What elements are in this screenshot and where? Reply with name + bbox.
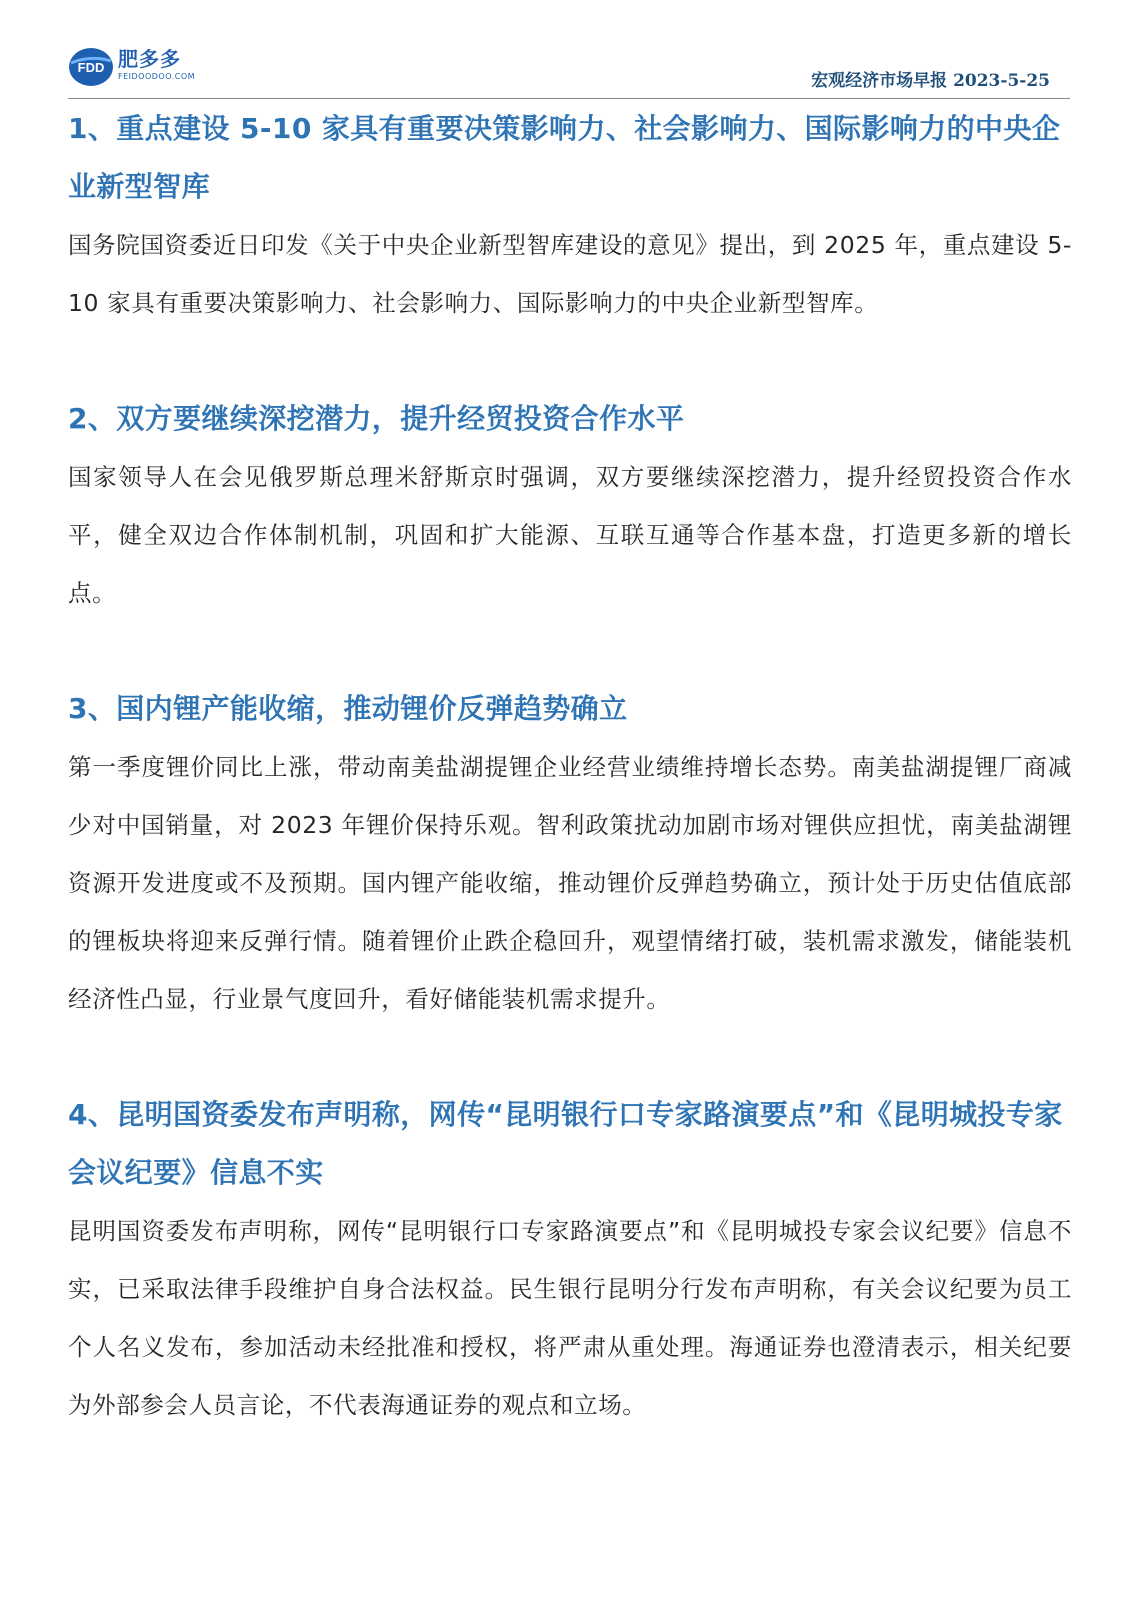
news-section-3 xyxy=(68,680,1072,1028)
report-content xyxy=(68,100,1072,1434)
news-body-2: 国家领导人在会见俄罗斯总理米舒斯京时强调，双方要继续深挖潜力，提升经贸投资合作水平，健全双边合作体制机制，巩固和扩大能源、互联互通等合作基本盘，打造更多新的增长点。 xyxy=(68,463,1072,607)
news-heading-2: 2、双方要继续深挖潜力，提升经贸投资合作水平 xyxy=(68,402,685,435)
logo-name: 肥多多 xyxy=(118,47,181,71)
logo-badge-text: FDD xyxy=(77,60,105,75)
news-body-3: 第一季度锂价同比上涨，带动南美盐湖提锂企业经营业绩维持增长态势。南美盐湖提锂厂商减少对中国销量，对 2023 年锂价保持乐观。智利政策扰动加剧市场对锂供应担忧，南美盐湖锂资源开发进度或不及预期。国内锂产能收缩，推动锂价反弹趋势确立，预计处于历史估值底部的锂板块将迎来反弹行情。随着锂价止跌企稳回升，观望情绪打破，装机需求激发，储能装机经济性凸显，行业景气度回升，看好储能装机需求提升。 xyxy=(68,753,1072,1013)
page-header xyxy=(68,40,1070,99)
news-section-2 xyxy=(68,390,1072,622)
news-heading-1: 1、重点建设 5-10 家具有重要决策影响力、社会影响力、国际影响力的中央企业新型智库 xyxy=(68,112,1061,203)
news-section-4 xyxy=(68,1086,1072,1434)
report-title: 宏观经济市场早报 2023-5-25 xyxy=(811,71,1050,91)
logo-domain: FEIDOODOO.COM xyxy=(118,72,196,81)
news-body-1: 国务院国资委近日印发《关于中央企业新型智库建设的意见》提出，到 2025 年，重点建设 5-10 家具有重要决策影响力、社会影响力、国际影响力的中央企业新型智库。 xyxy=(68,231,1072,317)
logo-badge-icon xyxy=(68,46,114,88)
news-heading-4: 4、昆明国资委发布声明称，网传“昆明银行口专家路演要点”和《昆明城投专家会议纪要》信息不实 xyxy=(68,1098,1063,1189)
news-section-1 xyxy=(68,100,1072,332)
company-logo xyxy=(68,44,268,90)
news-heading-3: 3、国内锂产能收缩，推动锂价反弹趋势确立 xyxy=(68,692,628,725)
news-body-4: 昆明国资委发布声明称，网传“昆明银行口专家路演要点”和《昆明城投专家会议纪要》信息不实，已采取法律手段维护自身合法权益。民生银行昆明分行发布声明称，有关会议纪要为员工个人名义发布，参加活动未经批准和授权，将严肃从重处理。海通证券也澄清表示，相关纪要为外部参会人员言论，不代表海通证券的观点和立场。 xyxy=(68,1217,1072,1419)
